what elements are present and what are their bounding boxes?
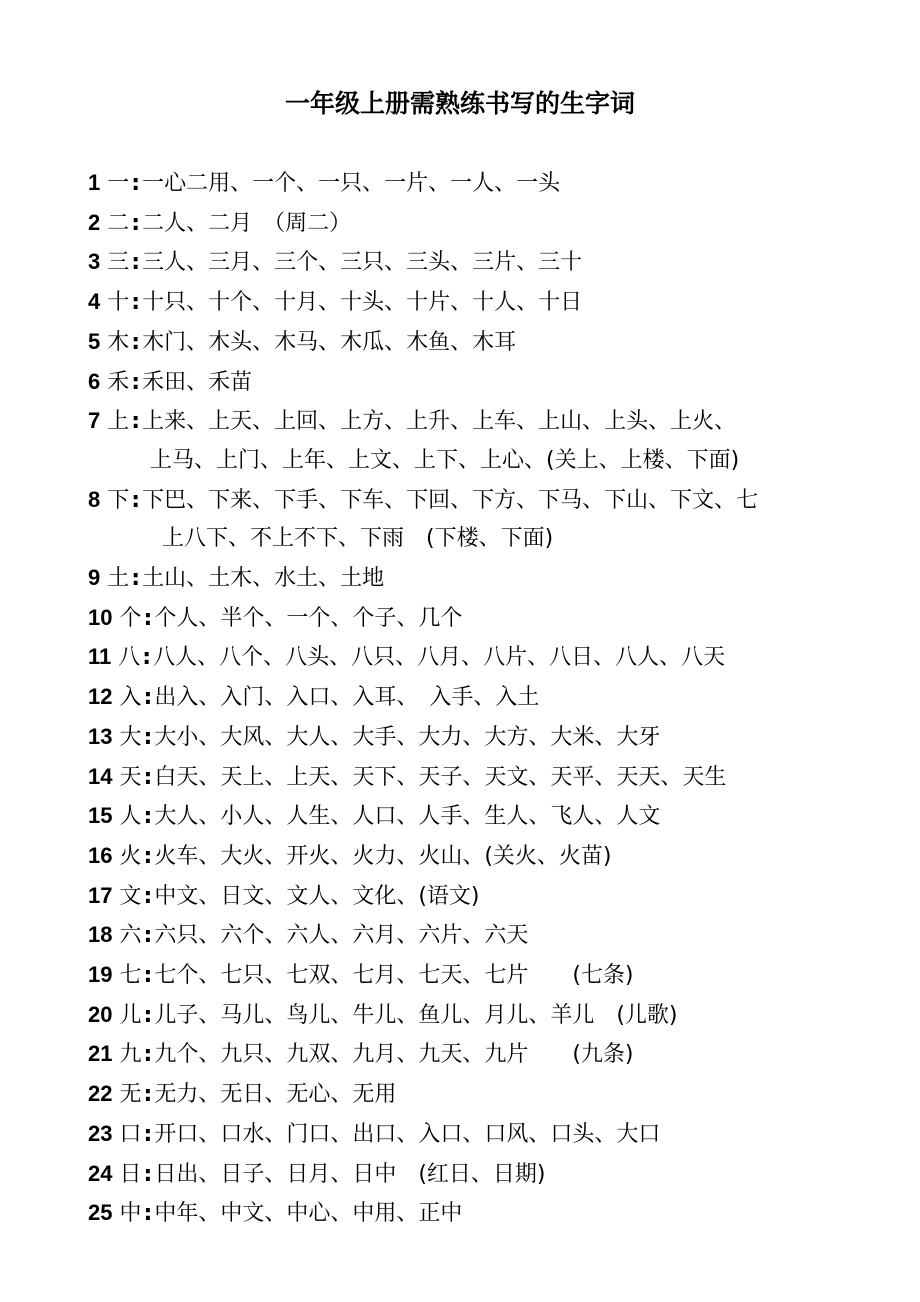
- entry-words: 大人、小人、人生、人口、人手、生人、飞人、人文: [154, 804, 661, 830]
- entry-colon: :: [131, 566, 141, 592]
- entry-number: 3: [88, 249, 101, 275]
- entry-character: 九: [119, 1042, 142, 1068]
- entry-number: 21: [88, 1041, 113, 1067]
- list-item: [88, 996, 878, 1036]
- entry-colon: :: [143, 1082, 153, 1108]
- entry-words: 个人、半个、一个、个子、几个: [154, 605, 463, 631]
- entry-character: 六: [119, 923, 142, 949]
- list-item: [88, 638, 878, 678]
- entry-character: 中: [119, 1201, 142, 1227]
- entry-colon: :: [131, 210, 141, 236]
- entry-number: 5: [88, 328, 101, 354]
- entry-character: 下: [107, 487, 130, 513]
- entry-words: 二人、二月 （周二）: [142, 210, 352, 236]
- entry-character: 上: [107, 409, 130, 435]
- list-item: [88, 599, 878, 639]
- list-item: [88, 323, 878, 363]
- entry-colon: :: [131, 369, 141, 395]
- entry-colon: :: [131, 487, 141, 513]
- entry-number: 17: [88, 882, 113, 908]
- entry-colon: :: [143, 963, 153, 989]
- entry-character: 七: [119, 963, 142, 989]
- entry-words: 十只、十个、十月、十头、十片、十人、十日: [142, 290, 583, 316]
- entry-number: 23: [88, 1120, 113, 1146]
- entry-character: 大: [119, 724, 142, 750]
- entry-character: 三: [107, 250, 130, 276]
- entry-words: 木门、木头、木马、木瓜、木鱼、木耳: [142, 329, 517, 355]
- entry-words: 火车、大火、开火、火力、火山、(关火、火苗): [154, 843, 612, 869]
- entry-number: 1: [88, 170, 101, 195]
- entry-character: 二: [107, 210, 130, 236]
- entry-colon: :: [143, 804, 153, 830]
- entry-words: 中年、中文、中心、中用、正中: [154, 1201, 463, 1227]
- entry-words: 禾田、禾苗: [142, 369, 253, 395]
- list-item: [88, 877, 878, 917]
- list-item: [88, 758, 878, 798]
- entry-character: 禾: [107, 369, 130, 395]
- entry-character: 土: [107, 566, 130, 592]
- word-list: [88, 164, 878, 1234]
- entry-colon: :: [143, 1002, 153, 1028]
- page-title: 一年级上册需熟练书写的生字词: [284, 89, 635, 118]
- entry-character: 无: [119, 1082, 142, 1108]
- entry-character: 个: [119, 605, 142, 631]
- entry-colon: :: [143, 685, 153, 711]
- entry-words-continuation: 上八下、不上不下、下雨 (下楼、下面): [162, 526, 554, 552]
- entry-number: 6: [88, 368, 101, 394]
- entry-number: 12: [88, 684, 113, 710]
- entry-colon: :: [143, 764, 153, 790]
- entry-words: 七个、七只、七双、七月、七天、七片 (七条): [154, 963, 634, 989]
- entry-number: 7: [88, 408, 101, 434]
- entry-character: 火: [119, 843, 142, 869]
- entry-number: 25: [88, 1200, 113, 1226]
- entry-words: 开口、口水、门口、出口、入口、口风、口头、大口: [154, 1121, 661, 1147]
- entry-colon: :: [143, 843, 153, 869]
- entry-words: 日出、日子、日月、日中 (红日、日期): [154, 1161, 546, 1187]
- list-item: [88, 1075, 878, 1115]
- entry-words: 中文、日文、文人、文化、(语文): [154, 883, 480, 909]
- entry-colon: :: [131, 409, 141, 435]
- entry-number: 2: [88, 209, 101, 235]
- entry-words: 八人、八个、八头、八只、八月、八片、八日、八人、八天: [153, 645, 726, 671]
- entry-number: 24: [88, 1160, 113, 1186]
- entry-words: 一心二用、一个、一只、一片、一人、一头: [142, 171, 561, 196]
- entry-words: 九个、九只、九双、九月、九天、九片 (九条): [154, 1042, 634, 1068]
- entry-number: 10: [88, 604, 113, 630]
- entry-number: 16: [88, 842, 113, 868]
- entry-character: 口: [119, 1121, 142, 1147]
- entry-words: 六只、六个、六人、六月、六片、六天: [154, 923, 529, 949]
- entry-character: 天: [119, 764, 142, 790]
- entry-number: 9: [88, 565, 101, 591]
- list-item: [88, 559, 878, 599]
- entry-words-continuation: 上马、上门、上年、上文、上下、上心、(关上、上楼、下面): [150, 447, 740, 473]
- list-item: [88, 1194, 878, 1234]
- entry-character: 文: [119, 883, 142, 909]
- entry-colon: :: [131, 250, 141, 276]
- list-item: [88, 678, 878, 718]
- list-item: [88, 1035, 878, 1075]
- list-item: [88, 837, 878, 877]
- entry-words: 出入、入门、入口、入耳、 入手、入土: [154, 685, 540, 711]
- entry-character: 一: [107, 171, 130, 196]
- list-item: [88, 243, 878, 283]
- entry-colon: :: [142, 645, 152, 671]
- list-item: [88, 1115, 878, 1155]
- entry-words: 上来、上天、上回、上方、上升、上车、上山、上头、上火、: [142, 409, 737, 435]
- list-item: [88, 164, 878, 204]
- entry-number: 14: [88, 763, 113, 789]
- entry-colon: :: [143, 883, 153, 909]
- entry-number: 19: [88, 962, 113, 988]
- entry-words: 无力、无日、无心、无用: [154, 1082, 397, 1108]
- entry-number: 20: [88, 1001, 113, 1027]
- entry-character: 人: [119, 804, 142, 830]
- list-item: [88, 797, 878, 837]
- entry-number: 15: [88, 803, 113, 829]
- entry-colon: :: [143, 1201, 153, 1227]
- list-item: [88, 956, 878, 996]
- list-item: [88, 916, 878, 956]
- entry-number: 11: [88, 644, 112, 670]
- entry-number: 4: [88, 289, 101, 315]
- list-item: [88, 363, 878, 403]
- entry-character: 十: [107, 290, 130, 316]
- entry-number: 13: [88, 723, 113, 749]
- entry-colon: :: [143, 605, 153, 631]
- entry-colon: :: [143, 1161, 153, 1187]
- list-item: [88, 204, 878, 244]
- entry-words: 儿子、马儿、鸟儿、牛儿、鱼儿、月儿、羊儿 (儿歌): [154, 1002, 678, 1028]
- entry-colon: :: [143, 724, 153, 750]
- list-item: [88, 718, 878, 758]
- entry-colon: :: [131, 329, 141, 355]
- entry-number: 22: [88, 1081, 113, 1107]
- list-item: [88, 481, 878, 559]
- entry-number: 8: [88, 486, 101, 512]
- entry-character: 八: [118, 645, 141, 671]
- entry-character: 木: [107, 329, 130, 355]
- entry-words: 大小、大风、大人、大手、大力、大方、大米、大牙: [154, 724, 661, 750]
- entry-colon: :: [131, 171, 141, 196]
- list-item: [88, 283, 878, 323]
- entry-colon: :: [143, 1042, 153, 1068]
- entry-number: 18: [88, 922, 113, 948]
- entry-colon: :: [143, 1121, 153, 1147]
- entry-words: 土山、土木、水土、土地: [142, 566, 385, 592]
- entry-character: 日: [119, 1161, 142, 1187]
- list-item: [88, 1155, 878, 1195]
- entry-colon: :: [143, 923, 153, 949]
- entry-words: 三人、三月、三个、三只、三头、三片、三十: [142, 250, 583, 276]
- entry-words: 下巴、下来、下手、下车、下回、下方、下马、下山、下文、七: [142, 487, 759, 513]
- list-item: [88, 402, 878, 480]
- entry-character: 入: [119, 685, 142, 711]
- entry-colon: :: [131, 290, 141, 316]
- entry-character: 儿: [119, 1002, 142, 1028]
- entry-words: 白天、天上、上天、天下、天子、天文、天平、天天、天生: [154, 764, 727, 790]
